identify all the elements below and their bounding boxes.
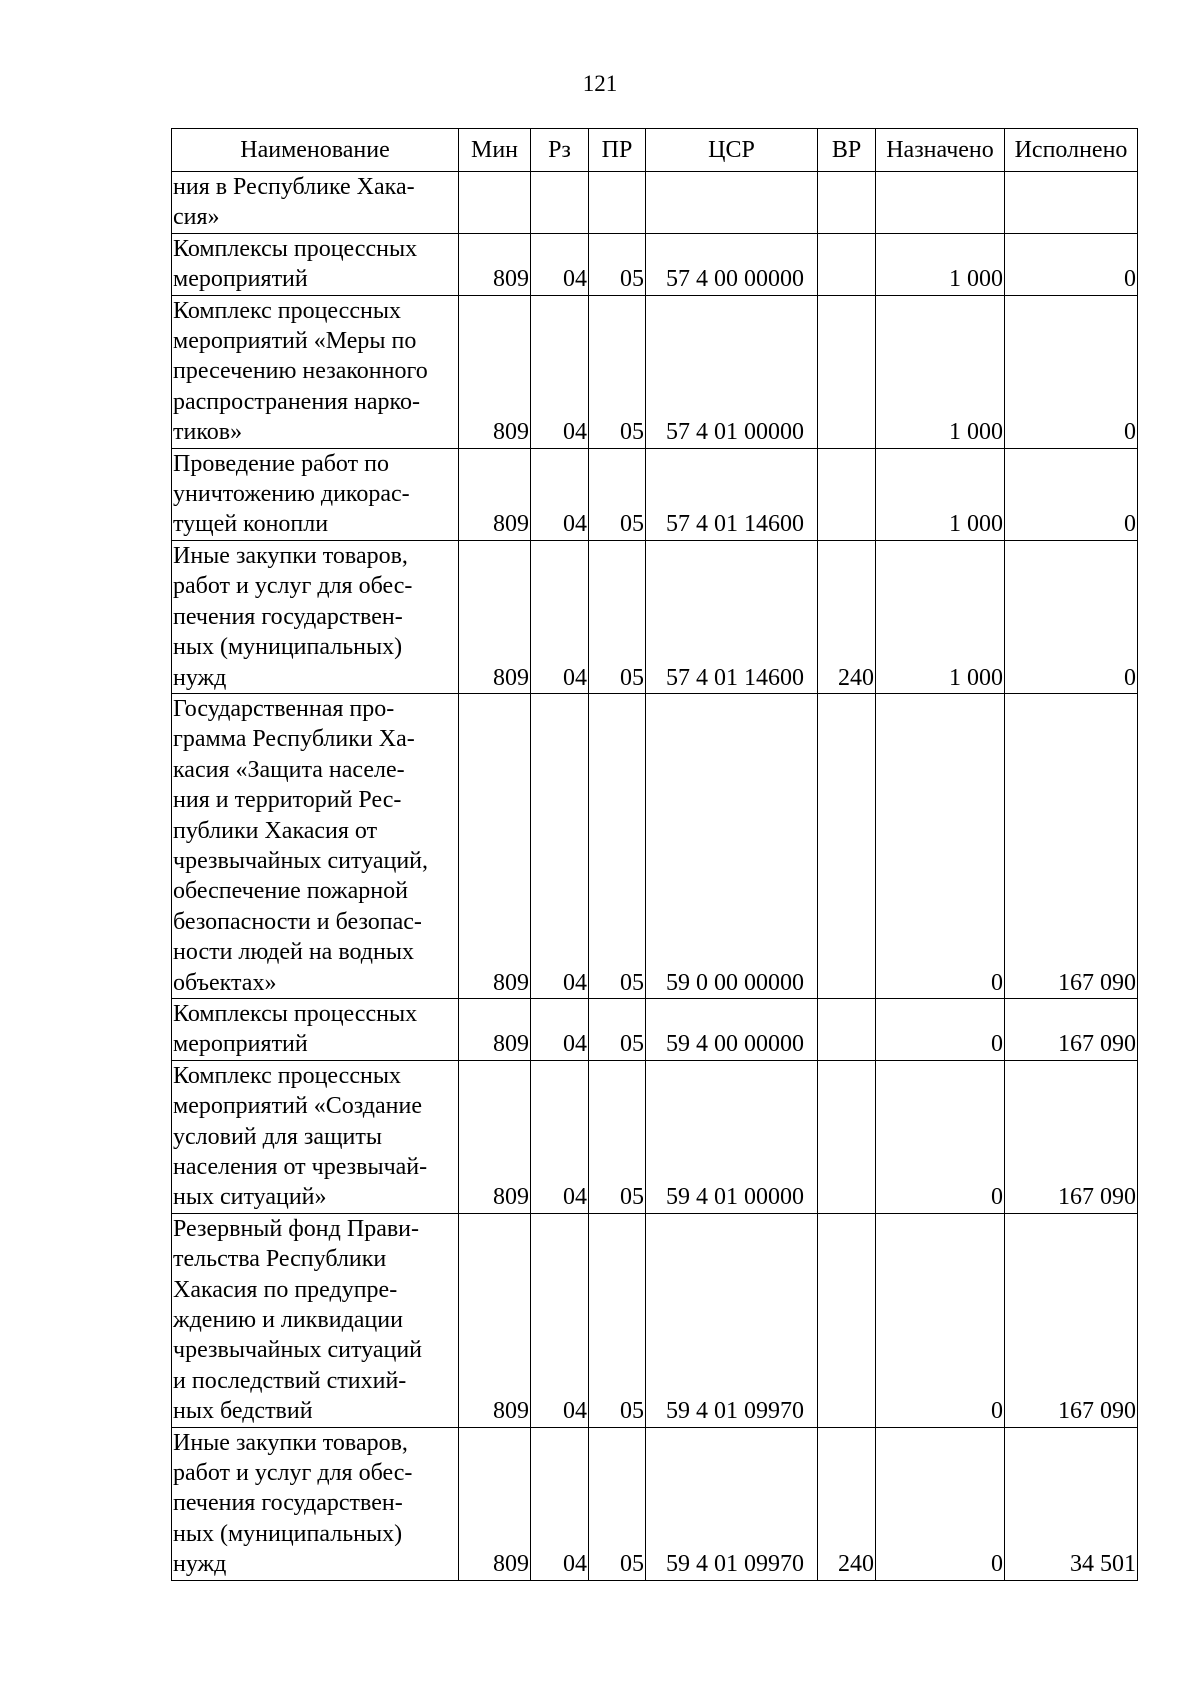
cell-executed: 34 501 — [1005, 1427, 1138, 1580]
cell-name — [172, 1427, 459, 1580]
cell-name — [172, 1213, 459, 1427]
cell-name — [172, 233, 459, 295]
header-name: Наименование — [172, 129, 459, 172]
cell-executed: 167 090 — [1005, 1213, 1138, 1427]
cell-assigned: 0 — [876, 693, 1005, 998]
page-number: 121 — [582, 71, 618, 96]
table-body — [172, 172, 1138, 1581]
cell-csr — [646, 172, 818, 234]
table-row — [172, 1060, 1138, 1213]
cell-name — [172, 693, 459, 998]
cell-name-line: нужд — [173, 664, 227, 691]
table-row — [172, 1213, 1138, 1427]
cell-min: 809 — [459, 233, 531, 295]
cell-csr: 59 4 01 09970 — [646, 1427, 818, 1580]
header-csr: ЦСР — [646, 129, 818, 172]
cell-pr — [589, 172, 646, 234]
cell-name-line: Проведение работ по — [173, 450, 389, 477]
cell-rz: 04 — [531, 998, 589, 1060]
cell-executed: 0 — [1005, 295, 1138, 448]
cell-rz: 04 — [531, 233, 589, 295]
cell-vr — [818, 233, 876, 295]
cell-min: 809 — [459, 1213, 531, 1427]
cell-name — [172, 1060, 459, 1213]
cell-name-line: условий для защиты — [173, 1123, 382, 1150]
cell-executed: 0 — [1005, 448, 1138, 540]
cell-name-line: безопасности и безопас- — [173, 908, 422, 935]
cell-name-line: ных (муниципальных) — [173, 1520, 403, 1547]
cell-assigned: 1 000 — [876, 540, 1005, 693]
cell-executed — [1005, 172, 1138, 234]
cell-csr: 59 4 00 00000 — [646, 998, 818, 1060]
cell-name-line: печения государствен- — [173, 603, 403, 630]
cell-pr: 05 — [589, 233, 646, 295]
cell-name-line: Комплекс процессных — [173, 1062, 401, 1089]
cell-vr: 240 — [818, 1427, 876, 1580]
cell-vr: 240 — [818, 540, 876, 693]
cell-name-line: мероприятий «Меры по — [173, 328, 417, 355]
cell-name-line: ния и территорий Рес- — [173, 787, 402, 814]
table-row — [172, 998, 1138, 1060]
cell-name-line: касия «Защита населе- — [173, 756, 405, 783]
cell-assigned: 0 — [876, 1427, 1005, 1580]
header-min: Мин — [459, 129, 531, 172]
header-rz: Рз — [531, 129, 589, 172]
cell-pr: 05 — [589, 1213, 646, 1427]
cell-name — [172, 540, 459, 693]
cell-name-line: Резервный фонд Прави- — [173, 1215, 420, 1242]
cell-name-line: пресечению незаконного — [173, 358, 428, 385]
table-row — [172, 295, 1138, 448]
cell-name-line: Комплексы процессных — [173, 235, 418, 262]
cell-name-line: тельства Республики — [173, 1246, 387, 1273]
cell-min: 809 — [459, 295, 531, 448]
cell-executed: 167 090 — [1005, 998, 1138, 1060]
cell-executed: 0 — [1005, 540, 1138, 693]
cell-csr: 57 4 00 00000 — [646, 233, 818, 295]
header-pr: ПР — [589, 129, 646, 172]
cell-assigned: 1 000 — [876, 233, 1005, 295]
table-row — [172, 1427, 1138, 1580]
cell-assigned — [876, 172, 1005, 234]
cell-min: 809 — [459, 540, 531, 693]
cell-vr — [818, 172, 876, 234]
cell-csr: 57 4 01 00000 — [646, 295, 818, 448]
cell-vr — [818, 448, 876, 540]
cell-name — [172, 448, 459, 540]
cell-name-line: печения государствен- — [173, 1490, 403, 1517]
table-row — [172, 693, 1138, 998]
cell-name-line: уничтожению дикорас- — [173, 481, 410, 508]
cell-vr — [818, 1213, 876, 1427]
cell-name-line: ния в Республике Хака- — [173, 174, 415, 200]
cell-assigned: 0 — [876, 1213, 1005, 1427]
cell-name-line: и последствий стихий- — [173, 1367, 407, 1394]
cell-name-line: тущей конопли — [173, 511, 329, 538]
cell-name-line: работ и услуг для обес- — [173, 573, 413, 600]
cell-name-line: Иные закупки товаров, — [173, 1429, 408, 1456]
cell-csr: 57 4 01 14600 — [646, 448, 818, 540]
cell-vr — [818, 1060, 876, 1213]
cell-csr: 57 4 01 14600 — [646, 540, 818, 693]
cell-executed: 167 090 — [1005, 1060, 1138, 1213]
cell-name-line: чрезвычайных ситуаций, — [173, 847, 429, 874]
cell-name-line: ности людей на водных — [173, 939, 414, 966]
cell-name-line: Иные закупки товаров, — [173, 542, 408, 569]
cell-rz: 04 — [531, 1060, 589, 1213]
cell-name-line: мероприятий — [173, 1031, 308, 1058]
cell-name-line: тиков» — [173, 419, 243, 446]
table-row — [172, 233, 1138, 295]
cell-name-line: работ и услуг для обес- — [173, 1460, 413, 1487]
cell-csr: 59 4 01 00000 — [646, 1060, 818, 1213]
cell-name-line: Государственная про- — [173, 695, 395, 722]
cell-pr: 05 — [589, 1427, 646, 1580]
header-vr: ВР — [818, 129, 876, 172]
cell-name-line: обеспечение пожарной — [173, 878, 408, 905]
cell-name-line: грамма Республики Ха- — [173, 726, 415, 753]
cell-pr: 05 — [589, 448, 646, 540]
cell-name — [172, 172, 459, 234]
cell-assigned: 1 000 — [876, 295, 1005, 448]
cell-csr: 59 0 00 00000 — [646, 693, 818, 998]
cell-vr — [818, 998, 876, 1060]
cell-name-line: мероприятий — [173, 266, 308, 293]
cell-name-line: публики Хакасия от — [173, 817, 378, 844]
table-row — [172, 172, 1138, 234]
cell-assigned: 0 — [876, 1060, 1005, 1213]
cell-min: 809 — [459, 693, 531, 998]
cell-pr: 05 — [589, 693, 646, 998]
cell-rz: 04 — [531, 1213, 589, 1427]
table-row — [172, 448, 1138, 540]
cell-name-line: нужд — [173, 1551, 227, 1578]
cell-rz: 04 — [531, 295, 589, 448]
table-header-row — [172, 129, 1138, 172]
budget-table — [171, 128, 1138, 1581]
cell-csr: 59 4 01 09970 — [646, 1213, 818, 1427]
cell-rz: 04 — [531, 540, 589, 693]
cell-pr: 05 — [589, 1060, 646, 1213]
cell-executed: 167 090 — [1005, 693, 1138, 998]
cell-vr — [818, 693, 876, 998]
cell-rz: 04 — [531, 693, 589, 998]
cell-rz: 04 — [531, 448, 589, 540]
header-executed: Исполнено — [1005, 129, 1138, 172]
table-row — [172, 540, 1138, 693]
cell-rz — [531, 172, 589, 234]
cell-assigned: 1 000 — [876, 448, 1005, 540]
cell-vr — [818, 295, 876, 448]
cell-name-line: Комплекс процессных — [173, 297, 401, 324]
cell-rz: 04 — [531, 1427, 589, 1580]
cell-pr: 05 — [589, 295, 646, 448]
cell-min: 809 — [459, 1060, 531, 1213]
cell-name-line: ных бедствий — [173, 1398, 313, 1425]
cell-name-line: чрезвычайных ситуаций — [173, 1337, 423, 1364]
cell-min — [459, 172, 531, 234]
cell-name-line: распространения нарко- — [173, 388, 420, 415]
cell-name-line: ных ситуаций» — [173, 1184, 327, 1211]
header-assigned: Назначено — [876, 129, 1005, 172]
cell-name-line: ждению и ликвидации — [173, 1307, 403, 1334]
cell-executed: 0 — [1005, 233, 1138, 295]
cell-name-line: населения от чрезвычай- — [173, 1154, 428, 1180]
cell-name — [172, 295, 459, 448]
cell-min: 809 — [459, 1427, 531, 1580]
cell-pr: 05 — [589, 540, 646, 693]
cell-assigned: 0 — [876, 998, 1005, 1060]
cell-name-line: ных (муниципальных) — [173, 634, 403, 661]
cell-name-line: мероприятий «Создание — [173, 1093, 422, 1120]
cell-min: 809 — [459, 448, 531, 540]
cell-pr: 05 — [589, 998, 646, 1060]
cell-name-line: объектах» — [173, 969, 277, 996]
cell-min: 809 — [459, 998, 531, 1060]
cell-name-line: Хакасия по предупре- — [173, 1276, 398, 1303]
cell-name-line: сия» — [173, 204, 220, 231]
cell-name — [172, 998, 459, 1060]
cell-name-line: Комплексы процессных — [173, 1000, 418, 1027]
